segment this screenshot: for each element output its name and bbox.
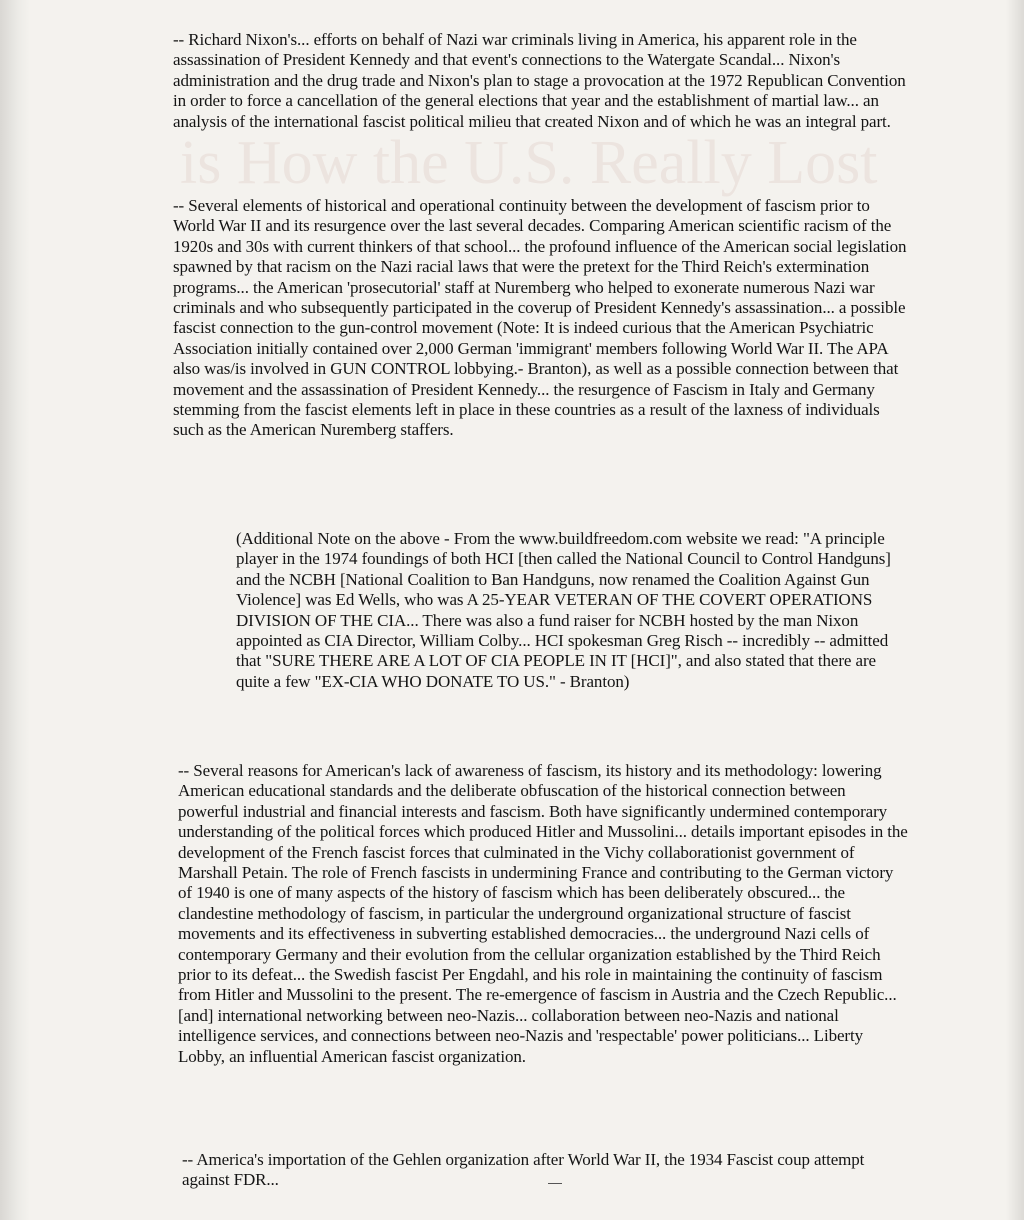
bleed-through-title: is How the U.S. Really Lost <box>180 129 878 197</box>
page-binding-edge <box>0 0 30 1220</box>
paragraph-awareness: -- Several reasons for American's lack of awareness of fascism, its history and its methodology: lowering American educational standards and the deliberate obfuscation of the historical connection between powerful industrial and financial interests and fascism. Both have significantly undermined contemporary understanding of the political forces which produced Hitler and Mussolini... details important episodes in the development of the French fascist forces that culminated in the Vichy collaborationist government of Marshall Petain. The role of French fascists in undermining France and contributing to the German victory of 1940 is one of many aspects of the history of fascism which has been deliberately obscured... the clandestine methodology of fascism, in particular the underground organizational structure of fascist movements and its effectiveness in subverting established democracies... the underground Nazi cells of contemporary Germany and their evolution from the cellular organization established by the Third Reich prior to its defeat... the Swedish fascist Per Engdahl, and his role in maintaining the continuity of fascism from Hitler and Mussolini to the present. The re-emergence of fascism in Austria and the Czech Republic... [and] international networking between neo-Nazis... collaboration between neo-Nazis and national intelligence services, and connections between neo-Nazis and 'respectable' power politicians... Liberty Lobby, an influential American fascist organization. <box>178 761 908 1066</box>
page-right-edge <box>1006 0 1024 1220</box>
paragraph-additional-note: (Additional Note on the above - From the www.buildfreedom.com website we read: "A principle player in the 1974 foundings of both HCI [then called the National Council to Control Handguns] and the NCBH [National Coalition to Ban Handguns, now renamed the Coalition Against Gun Violence] was Ed Wells, who was A 25-YEAR VETERAN OF THE COVERT OPERATIONS DIVISION OF THE CIA... There was also a fund raiser for NCBH hosted by the man Nixon appointed as CIA Director, William Colby... HCI spokesman Greg Risch -- incredibly -- admitted that "SURE THERE ARE A LOT OF CIA PEOPLE IN IT [HCI]", and also stated that there are quite a few "EX-CIA WHO DONATE TO US." - Branton) <box>236 529 891 691</box>
paragraph-nixon: -- Richard Nixon's... efforts on behalf of Nazi war criminals living in America, his apparent role in the assassination of President Kennedy and that event's connections to the Watergate Scandal... Nixon's administration and the drug trade and Nixon's plan to stage a provocation at the 1972 Republican Convention in order to force a cancellation of the general elections that year and the establishment of martial law... an analysis of the international fascist political milieu that created Nixon and of which he was an integral part. <box>173 30 906 131</box>
paragraph-gehlen: -- America's importation of the Gehlen organization after World War II, the 1934 Fascist coup attempt against FDR... <box>182 1150 865 1190</box>
paragraph-continuity: -- Several elements of historical and operational continuity between the development of fascism prior to World War II and its resurgence over the last several decades. Comparing American scientific racism of the 1920s and 30s with current thinkers of that school... the profound influence of the American social legislation spawned by that racism on the Nazi racial laws that were the pretext for the Third Reich's extermination programs... the American 'prosecutorial' staff at Nuremberg who helped to exonerate numerous Nazi war criminals and who subsequently participated in the coverup of President Kennedy's assassination... a possible fascist connection to the gun-control movement (Note: It is indeed curious that the American Psychiatric Association initially contained over 2,000 German 'immigrant' members following World War II. The APA also was/is involved in GUN CONTROL lobbying.- Branton), as well as a possible connection between that movement and the assassination of President Kennedy... the resurgence of Fascism in Italy and Germany stemming from the fascist elements left in place in these countries as a result of the laxness of individuals such as the American Nuremberg staffers. <box>173 196 907 440</box>
page-mark <box>548 1183 562 1184</box>
